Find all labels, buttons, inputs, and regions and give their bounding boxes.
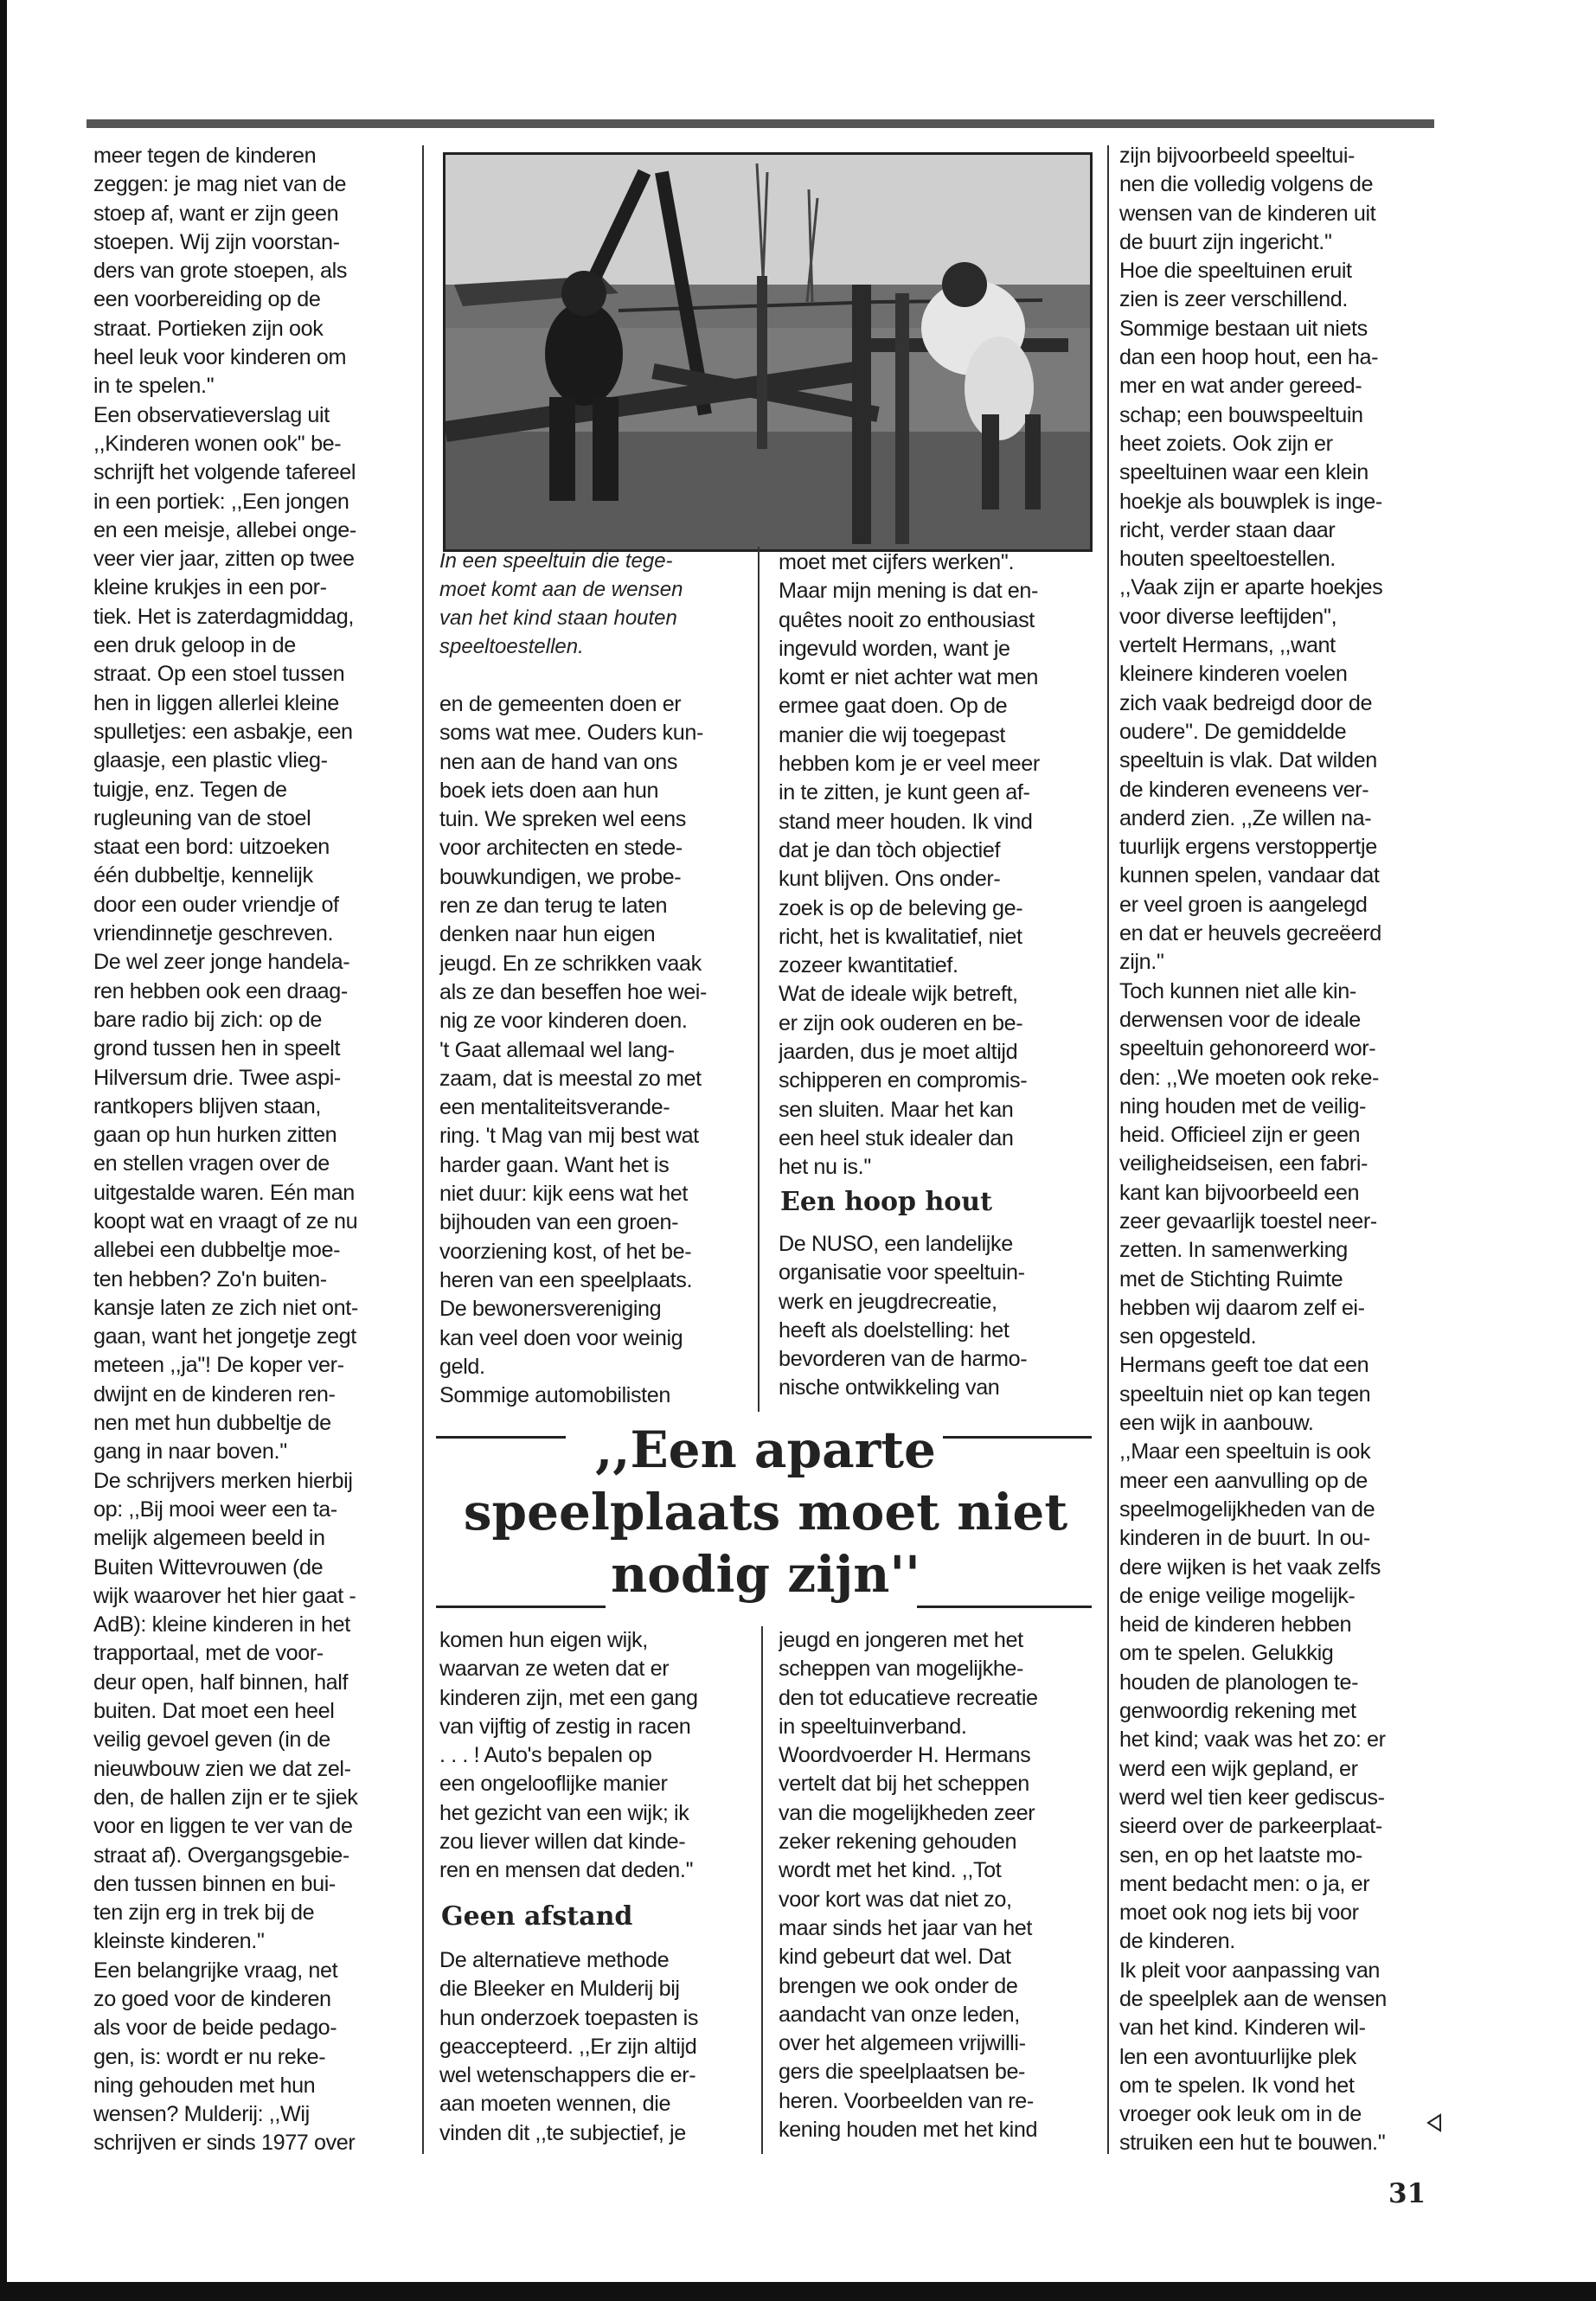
pull-quote-rule-bottom-right [917,1606,1092,1608]
pull-quote-rule-bottom [436,1606,606,1608]
page-number: 31 [1388,2178,1426,2209]
column-divider-1 [422,145,424,2154]
scan-edge-bottom [0,2282,1596,2301]
article-column-3-top-b: De NUSO, een landelijke organisatie voor speeltuin- werk en jeugdrecreatie, heeft als doelstelling: het bevorderen van de harmo- nische ontwikkeling van [779,1232,1028,1400]
article-column-1: meer tegen de kinderen zeggen: je mag niet van de stoep af, want er zijn geen stoepen. Wij zijn voorstan- ders van grote stoepen, als een voorbereiding op de straat. Portieken zijn ook heel leuk voor kinderen om in te spelen.'' Een observatieverslag uit ,,Kinderen wonen ook'' be- schrijft het volgende tafereel in een portiek: ,,Een jongen en een meisje, allebei onge- veer vier jaar, zitten op twee kleine krukjes in een por- tiek. Het is zaterdagmiddag, een druk geloop in de straat. Op een stoel tussen hen in liggen allerlei kleine spulletjes: een asbakje, een glaasje, een plastic vlieg- tuigje, enz. Tegen de rugleuning van de stoel staat een bord: uitzoeken één dubbeltje, kennelijk door een ouder vriendje of vriendinnetje geschreven. De wel zeer jonge handela- ren hebben ook een draag- bare radio bij zich: op de grond tussen hen in speelt Hilversum drie. Twee aspi- rantkopers blijven staan, gaan op hun hurken zitten en stellen vragen over de uitgestalde waren. Eén man koopt wat en vraagt of ze nu allebei een dubbeltje moe- ten hebben? Zo'n buiten- kansje laten ze zich niet ont- gaan, want het jongetje zegt meteen ,,ja''! De koper ver- dwijnt en de kinderen ren- nen met hun dubbeltje de gang in naar boven.'' De schrijvers merken hierbij op: ,,Bij mooi weer een ta- melijk algemeen beeld in Buiten Wittevrouwen (de wijk waarover het hier gaat - AdB): kleine kinderen in het trapportaal, met de voor- deur open, half binnen, half buiten. Dat moet een heel veilig gevoel geven (in de nieuwbouw zien we dat zel- den, de hallen zijn er te sjiek voor en liggen te ver van de straat af). Overgangsgebie- den tussen binnen en bui- ten zijn erg in trek bij de kleinste kinderen.'' Een belangrijke vraag, net zo goed voor de kinderen als voor de beide pedago- gen, is: wordt er nu reke- ning gehouden met hun wensen? Mulderij: ,,Wij schrijven er sinds 1977 over [93,144,358,2156]
article-column-4: zijn bijvoorbeeld speeltui- nen die volledig volgens de wensen van de kinderen uit de buurt zijn ingericht.'' Hoe die speeltuinen eruit zien is zeer verschillend. Sommige bestaan uit niets dan een hoop hout, een ha- mer en wat ander gereed- schap; een bouwspeeltuin heet zoiets. Ook zijn er speeltuinen waar een klein hoekje als bouwplek is inge- richt, verder staan daar houten speeltoestellen. ,,Vaak zijn er aparte hoekjes voor diverse leeftijden'', vertelt Hermans, ,,want kleinere kinderen voelen zich vaak bedreigd door de oudere''. De gemiddelde speeltuin is vlak. Dat wilden de kinderen eveneens ver- anderd zien. ,,Ze willen na- tuurlijk ergens verstoppertje kunnen spelen, vandaar dat er veel groen is aangelegd en dat er heuvels gecreëerd zijn.'' Toch kunnen niet alle kin- derwensen voor de ideale speeltuin gehonoreerd wor- den: ,,We moeten ook reke- ning houden met de veilig- heid. Officieel zijn er geen veiligheidseisen, een fabri- kant kan bijvoorbeeld een zeer gevaarlijk toestel neer- zetten. In samenwerking met de Stichting Ruimte hebben wij daarom zelf ei- sen opgesteld. Hermans geeft toe dat een speeltuin niet op kan tegen een wijk in aanbouw. ,,Maar een speeltuin is ook meer een aanvulling op de speelmogelijkheden van de kinderen in de buurt. In ou- dere wijken is het vaak zelfs de enige veilige mogelijk- heid de kinderen hebben om te spelen. Gelukkig houden de planologen te- genwoordig rekening met het kind; vaak was het zo: er werd een wijk gepland, er werd wel tien keer gediscus- sieerd over de parkeerplaat- sen, en op het laatste mo- ment bedacht men: o ja, er moet ook nog iets bij voor de kinderen. Ik pleit voor aanpassing van de speelplek aan de wensen van het kind. Kinderen wil- len een avontuurlijke plek om te spelen. Ik vond het vroeger ook leuk om in de struiken een hut te bouwen.'' [1119,144,1387,2156]
article-column-3-top-a: moet met cijfers werken''. Maar mijn mening is dat en- quêtes nooit zo enthousiast ingevuld worden, want je komt er niet achter wat men ermee gaat doen. Op de manier die wij toegepast hebben kom je er veel meer in te zitten, je kunt geen af- stand meer houden. Ik vind dat je dan tòch objectief kunt blijven. Ons onder- zoek is op de beleving ge- richt, het is kwalitatief, niet zozeer kwantitatief. Wat de ideale wijk betreft, er zijn ook ouderen en be- jaarden, dus je moet altijd schipperen en compromis- sen sluiten. Maar het kan een heel stuk idealer dan het nu is.'' [779,550,1040,1180]
article-column-2-top: en de gemeenten doen er soms wat mee. Ouders kun- nen aan de hand van ons boek iets doen aan hun tuin. We spreken wel eens voor architecten en stede- bouwkundigen, we probe- ren ze dan terug te laten denken naar hun eigen jeugd. En ze schrikken vaak als ze dan beseffen hoe wei- nig ze voor kinderen doen. 't Gaat allemaal wel lang- zaam, dat is meestal zo met een mentaliteitsverande- ring. 't Mag van mij best wat harder gaan. Want het is niet duur: kijk eens wat het bijhouden van een groen- voorziening kost, of het be- heren van een speelplaats. De bewonersvereniging kan veel doen voor weinig geld. Sommige automobilisten [439,692,707,1408]
column-divider-3 [1107,145,1109,2154]
scan-edge-left [0,0,7,2301]
subhead-een-hoop-hout: Een hoop hout [780,1187,992,1217]
photo-caption: In een speeltuin die tege- moet komt aan de wensen van het kind staan houten speeltoestellen. [439,549,683,658]
end-of-article-triangle-icon [1426,2113,1443,2132]
top-rule [87,119,1434,128]
column-divider-2-bottom [761,1626,763,2154]
article-column-2-bottom-a: komen hun eigen wijk, waarvan ze weten dat er kinderen zijn, met een gang van vijftig of zestig in racen . . . ! Auto's bepalen op een ongelooflijke manier het gezicht van een wijk; ik zou liever willen dat kinde- ren en mensen dat deden.'' [439,1628,698,1883]
subhead-geen-afstand: Geen afstand [441,1901,633,1932]
article-column-3-bottom: jeugd en jongeren met het scheppen van mogelijkhe- den tot educatieve recreatie in speeltuinverband. Woordvoerder H. Hermans vertelt dat bij het scheppen van die mogelijkheden zeer zeker rekening gehouden wordt met het kind. ,,Tot voor kort was dat niet zo, maar sinds het jaar van het kind gebeurt dat wel. Dat brengen we ook onder de aandacht van onze leden, over het algemeen vrijwilli- gers die speelplaatsen be- heren. Voorbeelden van re- kening houden met het kind [779,1628,1038,2143]
pull-quote: ,,Een aparte speelplaats moet niet nodig zijn'' [463,1420,1068,1604]
caption-divider [758,547,760,1412]
article-column-2-bottom-b: De alternatieve methode die Bleeker en Mulderij bij hun onderzoek toepasten is geaccepteerd. ,,Er zijn altijd wel wetenschappers die er- aan moeten wennen, die vinden dit ,,te subjectief, je [439,1948,699,2145]
playground-photo [443,152,1093,552]
